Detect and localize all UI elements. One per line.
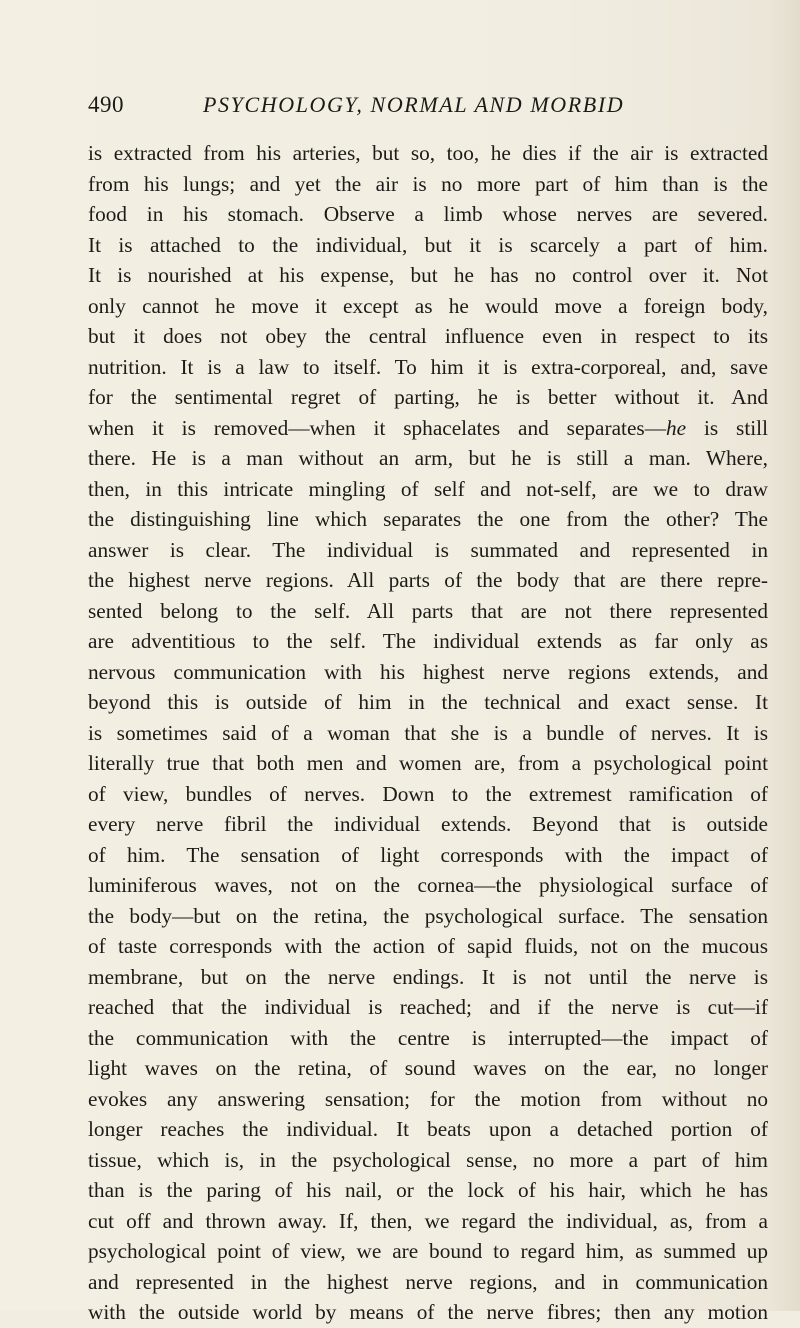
text-line: there. He is a man without an arm, but he is still a man. Where, — [88, 446, 768, 470]
text-line: of view, bundles of nerves. Down to the extremest ramification of — [88, 781, 768, 806]
text-line: longer reaches the individual. It beats upon a detached portion of — [88, 1117, 768, 1141]
text-line: reached that the individual is reached; and if the nerve is cut—if — [88, 995, 768, 1019]
text-line: the highest nerve regions. All parts of the body that are there repre- — [88, 568, 768, 592]
text-line: the communication with the centre is interrupted—the impact of — [88, 1025, 768, 1050]
text-line: psychological point of view, we are bound to regard him, as summed up — [88, 1239, 768, 1263]
text-line: when it is removed—when it sphacelates and separates—he is still — [88, 415, 769, 440]
text-line: evokes any answering sensation; for the motion from without no — [88, 1086, 768, 1111]
text-line: cut off and thrown away. If, then, we regard the individual, as, from a — [88, 1208, 768, 1233]
text-line: then, in this intricate mingling of self and not-self, are we to draw — [88, 476, 768, 501]
text-line: nutrition. It is a law to itself. To him it is extra-corporeal, and, save — [88, 354, 768, 379]
text-line: the body—but on the retina, the psychological surface. The sensation — [88, 903, 768, 928]
text-line: but it does not obey the central influence even in respect to its — [88, 324, 768, 348]
page-number: 490 — [88, 92, 124, 117]
text-line: for the sentimental regret of parting, he is better without it. And — [88, 385, 768, 409]
text-line: of taste corresponds with the action of sapid fluids, not on the mucous — [88, 934, 768, 958]
text-line: sented belong to the self. All parts that are not there represented — [88, 598, 768, 623]
text-line: nervous communication with his highest nerve regions extends, and — [88, 659, 768, 684]
text-line: from his lungs; and yet the air is no more part of him than is the — [88, 171, 768, 196]
text-line: with the outside world by means of the nerve fibres; then any motion — [88, 1300, 768, 1324]
text-line: and represented in the highest nerve regions, and in communication — [88, 1269, 768, 1294]
text-line: tissue, which is, in the psychological sense, no more a part of him — [88, 1147, 768, 1172]
running-head: PSYCHOLOGY, NORMAL AND MORBID — [203, 92, 625, 117]
text-line: every nerve fibril the individual extends. Beyond that is outside — [88, 812, 768, 836]
text-line: the distinguishing line which separates the one from the other? The — [88, 507, 768, 531]
text-line: are adventitious to the self. The individual extends as far only as — [88, 629, 768, 653]
text-line: is extracted from his arteries, but so, too, he dies if the air is extracted — [88, 141, 768, 165]
text-line: answer is clear. The individual is summated and represented in — [88, 537, 768, 562]
text-line: luminiferous waves, not on the cornea—the physiological surface of — [88, 873, 768, 897]
text-line: It is nourished at his expense, but he has no control over it. Not — [88, 263, 768, 287]
text-line: of him. The sensation of light corresponds with the impact of — [88, 842, 768, 867]
text-line: literally true that both men and women are, from a psychological point — [88, 751, 768, 775]
page-header — [88, 92, 768, 124]
text-line: than is the paring of his nail, or the lock of his hair, which he has — [88, 1178, 768, 1202]
text-line: is sometimes said of a woman that she is a bundle of nerves. It is — [88, 720, 768, 745]
text-line: food in his stomach. Observe a limb whose nerves are severed. — [88, 202, 768, 226]
body-text — [88, 138, 768, 1328]
text-line: membrane, but on the nerve endings. It is not until the nerve is — [88, 964, 768, 989]
text-line: It is attached to the individual, but it is scarcely a part of him. — [88, 232, 768, 257]
text-line: only cannot he move it except as he would move a foreign body, — [88, 293, 768, 318]
text-line: beyond this is outside of him in the technical and exact sense. It — [88, 690, 768, 714]
text-line: light waves on the retina, of sound waves on the ear, no longer — [88, 1056, 768, 1080]
